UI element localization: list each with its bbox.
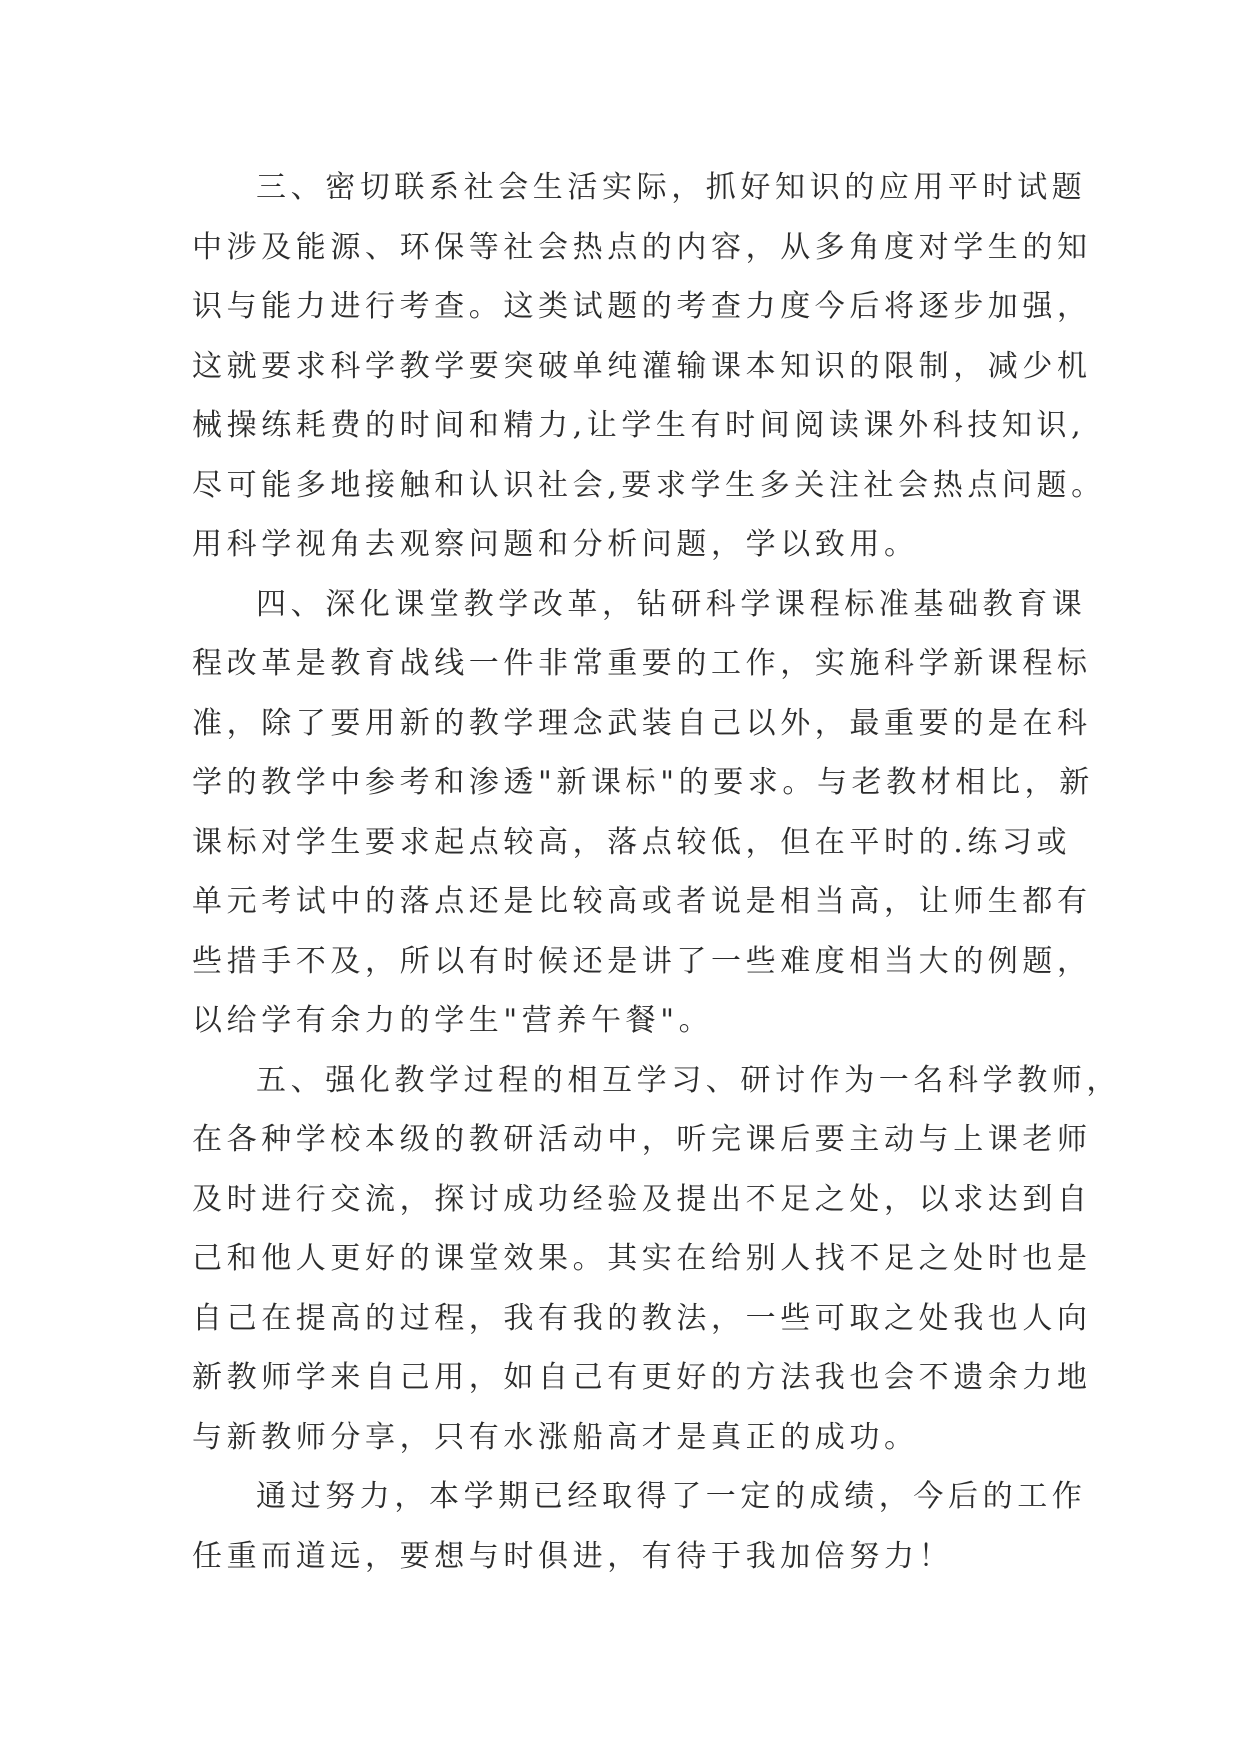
text-line: 与新教师分享，只有水涨船高才是真正的成功。 <box>192 1419 919 1455</box>
text-line: 任重而道远，要想与时俱进，有待于我加倍努力！ <box>192 1538 954 1574</box>
text-line: 课标对学生要求起点较高，落点较低，但在平时的.练习或 <box>192 824 1072 860</box>
text-line: 单元考试中的落点还是比较高或者说是相当高，让师生都有 <box>192 884 1092 919</box>
text-line: 以给学有余力的学生"营养午餐"。 <box>192 1003 714 1038</box>
text-line: 己和他人更好的课堂效果。其实在给别人找不足之处时也是 <box>192 1241 1092 1276</box>
text-line: 些措手不及，所以有时候还是讲了一些难度相当大的例题， <box>192 943 1092 979</box>
text-line: 尽可能多地接触和认识社会,要求学生多关注社会热点问题。 <box>192 467 1106 503</box>
text-line: 五、强化教学过程的相互学习、研讨作为一名科学教师， <box>256 1062 1121 1098</box>
text-line: 程改革是教育战线一件非常重要的工作，实施科学新课程标 <box>192 646 1092 681</box>
text-line: 用科学视角去观察问题和分析问题，学以致用。 <box>192 527 919 562</box>
text-line: 这就要求科学教学要突破单纯灌输课本知识的限制，减少机 <box>192 348 1092 384</box>
text-line: 新教师学来自己用，如自己有更好的方法我也会不遗余力地 <box>192 1360 1092 1395</box>
paragraph-1 <box>192 158 1106 575</box>
text-line: 在各种学校本级的教研活动中，听完课后要主动与上课老师 <box>192 1122 1092 1157</box>
text-line: 通过努力，本学期已经取得了一定的成绩，今后的工作 <box>256 1479 1087 1514</box>
text-line: 三、密切联系社会生活实际，抓好知识的应用平时试题 <box>256 170 1087 205</box>
text-line: 械操练耗费的时间和精力,让学生有时间阅读课外科技知识, <box>192 408 1086 443</box>
text-line: 识与能力进行考查。这类试题的考查力度今后将逐步加强， <box>192 289 1092 324</box>
document-body <box>192 158 1121 1586</box>
text-line: 及时进行交流，探讨成功经验及提出不足之处，以求达到自 <box>192 1181 1092 1217</box>
paragraph-4 <box>192 1467 1087 1586</box>
text-line: 学的教学中参考和渗透"新课标"的要求。与老教材相比，新 <box>192 765 1094 800</box>
text-line: 自己在提高的过程，我有我的教法，一些可取之处我也人向 <box>192 1300 1092 1336</box>
text-line: 中涉及能源、环保等社会热点的内容，从多角度对学生的知 <box>192 229 1092 265</box>
paragraph-3 <box>192 1051 1121 1468</box>
text-line: 准，除了要用新的教学理念武装自己以外，最重要的是在科 <box>192 705 1092 741</box>
text-line: 四、深化课堂教学改革，钻研科学课程标准基础教育课 <box>256 586 1087 622</box>
paragraph-2 <box>192 575 1094 1051</box>
